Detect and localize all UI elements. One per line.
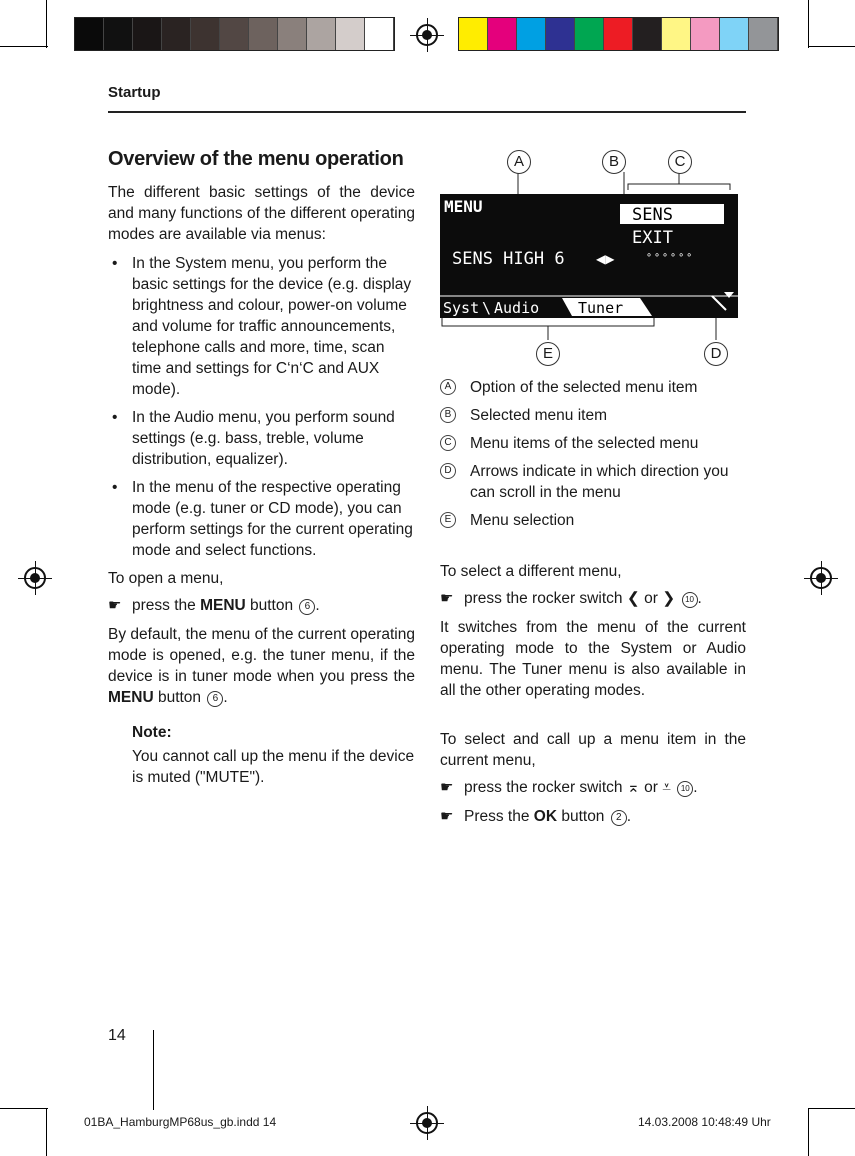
gray-color-bar (74, 17, 395, 51)
color-swatch (575, 18, 604, 50)
color-swatch (249, 18, 278, 50)
pointing-hand-icon: ☛ (108, 597, 122, 614)
color-swatch (336, 18, 365, 50)
pointing-hand-icon: ☛ (440, 779, 454, 796)
color-swatch (133, 18, 162, 50)
open-menu-text: To open a menu, (108, 570, 224, 587)
crop-mark (153, 1030, 154, 1110)
menu-key: MENU (108, 689, 154, 706)
callout-label-b: B (602, 150, 626, 174)
registration-mark-icon (416, 24, 438, 46)
note-text: You cannot call up the menu if the device is muted ("MUTE"). (132, 748, 415, 786)
lcd-title: MENU (444, 197, 483, 216)
step-rocker-left-right: ☛ press the rocker switch ❮ or ❯ 10 . (440, 590, 702, 607)
svg-text:\: \ (482, 299, 492, 317)
page-number: 14 (108, 1027, 126, 1044)
page-title: Overview of the menu operation (108, 148, 404, 170)
lcd-option-value: SENS HIGH 6 (452, 249, 565, 269)
button-number-badge: 6 (207, 691, 223, 707)
crop-mark (46, 1108, 47, 1156)
lcd-menu-item: EXIT (632, 228, 673, 248)
button-number-badge: 10 (677, 781, 693, 797)
callout-label-a: A (507, 150, 531, 174)
note-block (108, 722, 415, 788)
legend-item: E Menu selection (440, 510, 746, 531)
crop-mark (46, 0, 47, 48)
color-swatch (220, 18, 249, 50)
rocker-down-icon: ⩡ (662, 779, 671, 796)
switches-text: It switches from the menu of the current operating mode to the System or Audio menu. The Tuner menu is also available in all the other operating modes. (440, 619, 746, 699)
menu-key: MENU (200, 597, 246, 614)
lcd-display-illustration (440, 146, 740, 371)
date-slug: 14.03.2008 10:48:49 Uhr (638, 1115, 771, 1129)
color-swatch (191, 18, 220, 50)
lcd-tab-tuner: Tuner (578, 299, 624, 317)
default-menu-text: By default, the menu of the current operating mode is opened, e.g. the tuner menu, if the device is in tuner mode when you press the MENU button 6 . (108, 626, 415, 706)
color-swatch (488, 18, 517, 50)
color-swatch (75, 18, 104, 50)
process-color-bar (458, 17, 779, 51)
section-header: Startup (108, 84, 161, 101)
rocker-right-icon: ❯ (662, 590, 676, 607)
lcd-left-right-arrows-icon: ◀▶ (596, 252, 615, 266)
color-swatch (546, 18, 575, 50)
lcd-dots: ∘∘∘∘∘∘ (646, 250, 695, 261)
color-swatch (633, 18, 662, 50)
color-swatch (104, 18, 133, 50)
color-swatch (278, 18, 307, 50)
step-press-menu: ☛ press the MENU button 6 . (108, 597, 320, 614)
legend-item: D Arrows indicate in which direction you can scroll in the menu (440, 461, 746, 503)
note-title: Note: (132, 724, 172, 741)
list-item: • In the Audio menu, you perform sound settings (e.g. bass, treble, volume distribution, equalizer). (112, 409, 395, 468)
registration-mark-icon (416, 1112, 438, 1134)
pointing-hand-icon: ☛ (440, 590, 454, 607)
lcd-diagram (440, 146, 740, 371)
legend-item: B Selected menu item (440, 405, 746, 426)
right-column (440, 561, 746, 835)
button-number-badge: 10 (682, 592, 698, 608)
crop-mark (0, 1108, 48, 1109)
select-menu-text: To select a different menu, (440, 563, 622, 580)
pointing-hand-icon: ☛ (440, 808, 454, 825)
list-item: • In the menu of the respective operating mode (e.g. tuner or CD mode), you can perform settings for the current operating mode and select functions. (112, 479, 413, 559)
callout-label-d: D (704, 342, 728, 366)
crop-mark (808, 1108, 855, 1109)
crop-mark (808, 46, 855, 47)
legend-item: A Option of the selected menu item (440, 377, 746, 398)
color-swatch (162, 18, 191, 50)
crop-mark (808, 1108, 809, 1156)
color-swatch (517, 18, 546, 50)
color-swatch (749, 18, 778, 50)
file-slug: 01BA_HamburgMP68us_gb.indd 14 (84, 1115, 277, 1129)
callout-label-c: C (668, 150, 692, 174)
rocker-up-icon: ⌅ (626, 779, 640, 796)
step-rocker-up-down: ☛ press the rocker switch ⌅ or ⩡ 10 . (440, 779, 698, 796)
select-item-text: To select and call up a menu item in the current menu, (440, 731, 746, 769)
ok-key: OK (533, 808, 558, 825)
header-rule (108, 111, 746, 113)
lcd-tab-system: Syst (443, 299, 480, 317)
callout-label-e: E (536, 342, 560, 366)
button-number-badge: 2 (611, 810, 627, 826)
legend-list (440, 377, 746, 538)
crop-mark (0, 46, 48, 47)
step-press-ok: ☛ Press the OK button 2 . (440, 808, 632, 825)
menu-bullet-list (108, 253, 415, 561)
color-swatch (720, 18, 749, 50)
color-swatch (691, 18, 720, 50)
crop-mark (808, 0, 809, 48)
intro-text: The different basic settings of the device and many functions of the different operating modes are available via menus: (108, 184, 415, 243)
color-swatch (662, 18, 691, 50)
registration-mark-icon (24, 567, 46, 589)
color-swatch (307, 18, 336, 50)
color-swatch (365, 18, 394, 50)
list-item: • In the System menu, you perform the basic settings for the device (e.g. display brightness and colour, power-on volume and volume for traffic announcements, telephone calls and more, time, scan time and settings for C‘n‘C and AUX mode). (112, 255, 412, 398)
lcd-tab-audio: Audio (494, 299, 540, 317)
registration-mark-icon (810, 567, 832, 589)
color-swatch (604, 18, 633, 50)
lcd-selected-item: SENS (632, 205, 673, 225)
left-column (108, 146, 415, 788)
rocker-left-icon: ❮ (626, 590, 640, 607)
legend-item: C Menu items of the selected menu (440, 433, 746, 454)
color-swatch (459, 18, 488, 50)
button-number-badge: 6 (299, 599, 315, 615)
